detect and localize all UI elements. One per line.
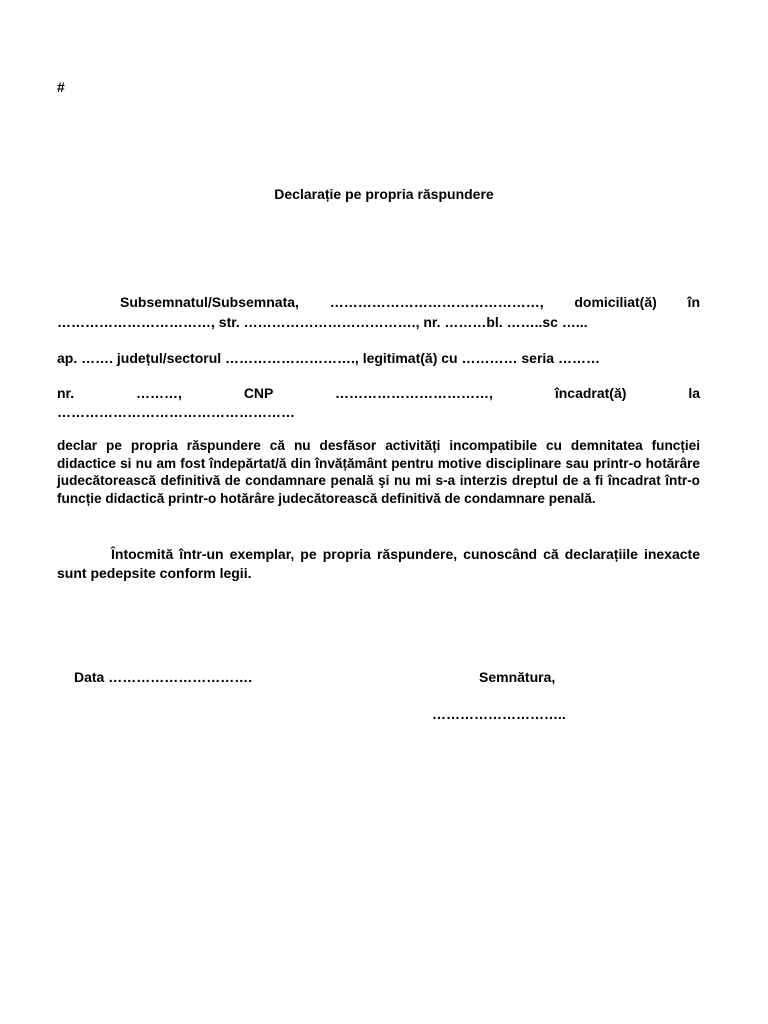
cnp-line-1: nr. ………, CNP ……………………………, încadrat(ă) la (57, 385, 700, 401)
document-title (0, 186, 768, 202)
declaration-paragraph: declar pe propria răspundere că nu desfăsor activități incompatibile cu demnitatea funcției didactice si nu am fost îndepărtat/ă din învățământ pentru motive disciplinare sau printr-o hotărâre judecătorească definitivă de condamnare penală şi nu mi s-a interzis dreptul de a fi încadrat într-o funcție didactică printr-o hotărâre judecătorească definitivă de condamnare penală. (57, 438, 700, 506)
document-title-text: Declarație pe propria răspundere (274, 186, 494, 202)
address-line: ap. ……. județul/sectorul ………………………., legitimat(ă) cu ………… seria ……… (57, 350, 600, 366)
identity-line-1: Subsemnatul/Subsemnata, ………………………………………, domiciliat(ă) în (120, 294, 700, 310)
identity-line-2: ……………………………, str. ………………………………., nr. ………bl. ……..sc …... (57, 314, 588, 330)
document-mark: # (57, 79, 65, 95)
signature-label: Semnătura, (479, 669, 556, 685)
date-field: Data …………………………. (74, 669, 253, 685)
signature-line: ……………………….. (432, 706, 566, 722)
closing-paragraph: Întocmită într-un exemplar, pe propria răspundere, cunoscând că declarațiile inexacte sunt pedepsite conform legii. (57, 546, 700, 581)
cnp-line-2: …………………………………………… (57, 404, 295, 420)
